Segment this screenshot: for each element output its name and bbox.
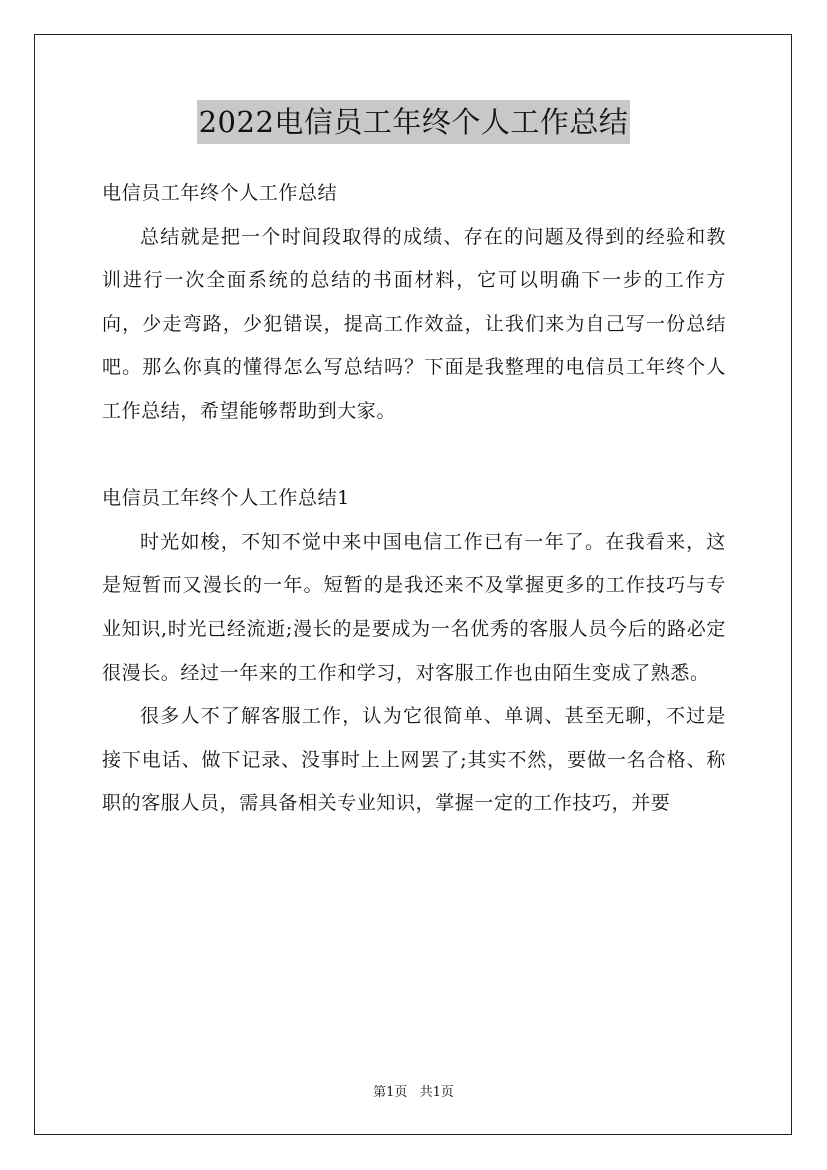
title-container: [0, 100, 827, 144]
paragraph-spacer: [102, 434, 726, 478]
section-heading: 电信员工年终个人工作总结1: [102, 487, 350, 510]
intro-paragraph: 总结就是把一个时间段取得的成绩、存在的问题及得到的经验和教训进行一次全面系统的总结的书面材料，它可以明确下一步的工作方向，少走弯路，少犯错误，提高工作效益，让我们来为自己写一份总结吧。那么你真的懂得怎么写总结吗？下面是我整理的电信员工年终个人工作总结，希望能够帮助到大家。: [102, 225, 726, 422]
page-total: 共1页: [419, 1085, 454, 1100]
body-paragraph: 时光如梭，不知不觉中来中国电信工作已有一年了。在我看来，这是短暂而又漫长的一年。短暂的是我还来不及掌握更多的工作技巧与专业知识,时光已经流逝;漫长的是要成为一名优秀的客服人员今后的路必定很漫长。经过一年来的工作和学习，对客服工作也由陌生变成了熟悉。: [102, 530, 726, 684]
document-subtitle: 电信员工年终个人工作总结: [102, 182, 338, 204]
body-paragraph: 很多人不了解客服工作，认为它很简单、单调、甚至无聊，不过是接下电话、做下记录、没事时上上网罢了;其实不然，要做一名合格、称职的客服人员，需具备相关专业知识，掌握一定的工作技巧，并要: [102, 705, 726, 815]
document-title: 2022电信员工年终个人工作总结: [197, 100, 631, 144]
page-footer: [0, 1084, 827, 1102]
page-number: 第1页: [373, 1085, 408, 1100]
document-body: [102, 172, 726, 826]
